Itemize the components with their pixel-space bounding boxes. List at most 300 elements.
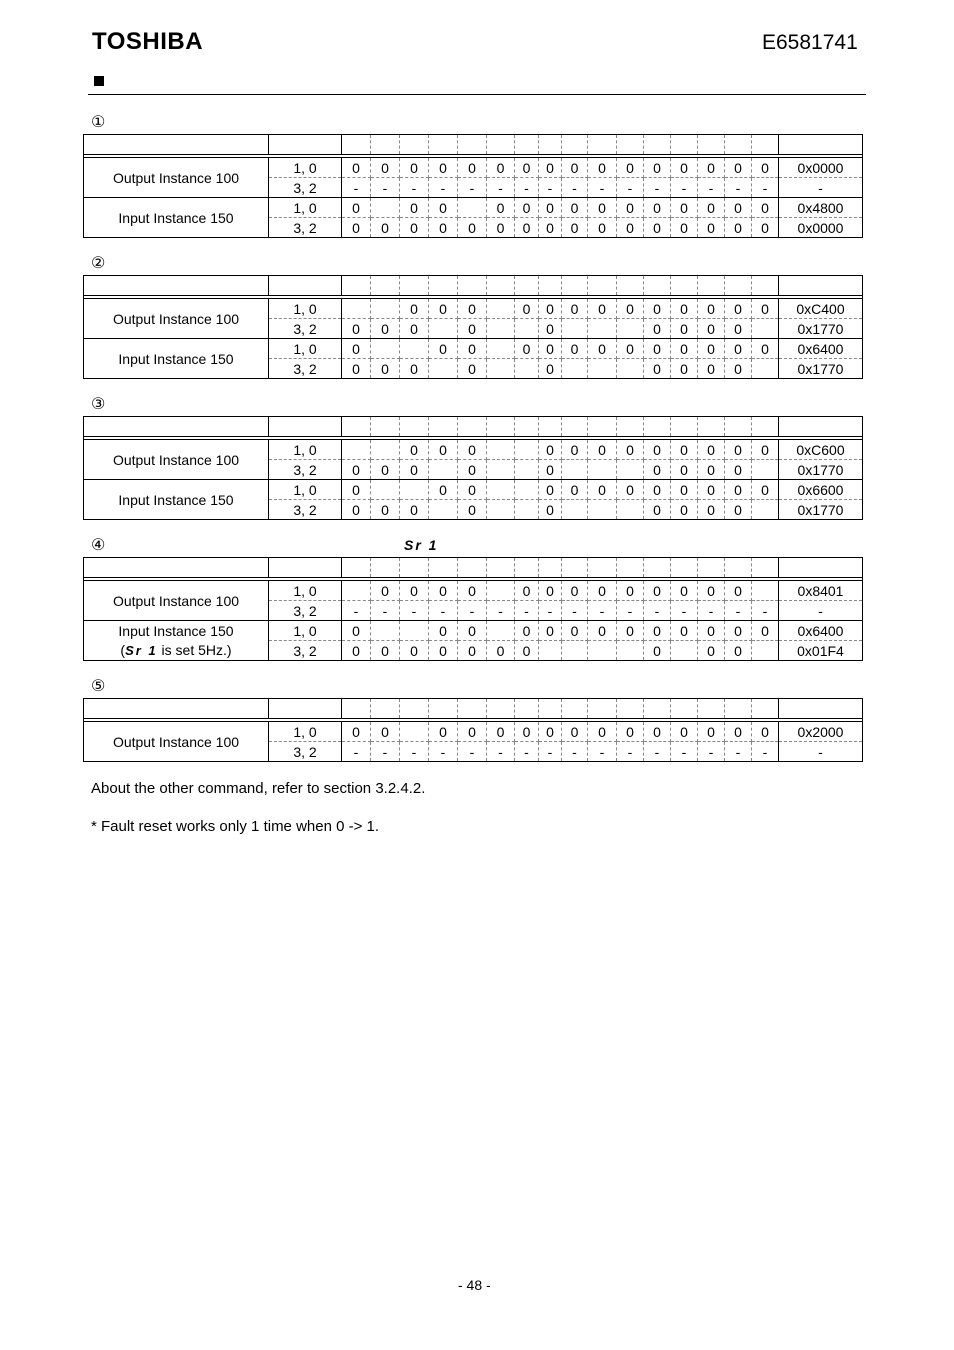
bit-cell: 0	[644, 440, 671, 460]
bit-cell	[588, 500, 617, 520]
bit-cell: 0	[539, 581, 562, 601]
bit-cell: -	[617, 742, 644, 762]
note-other-command: About the other command, refer to section 3.2.4.2.	[91, 780, 426, 797]
bit-cell: 0	[429, 198, 458, 218]
header-cell-register	[269, 276, 342, 296]
header-cell-bit	[539, 276, 562, 296]
bit-cell: 0	[562, 218, 588, 238]
bit-cell: -	[671, 742, 698, 762]
bit-cell: 0	[671, 339, 698, 359]
bit-cell: 0	[725, 198, 752, 218]
bit-cell: 0	[698, 621, 725, 641]
bit-cell: 0	[342, 460, 371, 480]
bit-cell: 0	[515, 299, 539, 319]
register-pair: 3, 2	[269, 178, 342, 198]
bit-cell: 0	[617, 339, 644, 359]
bit-cell: 0	[487, 218, 515, 238]
bit-cell: 0	[698, 581, 725, 601]
bit-cell: 0	[671, 581, 698, 601]
bit-cell	[562, 500, 588, 520]
bit-cell: 0	[371, 218, 400, 238]
bit-cell: 0	[617, 480, 644, 500]
header-cell-bit	[752, 135, 779, 155]
header-cell-bit	[725, 699, 752, 719]
bit-cell: -	[562, 742, 588, 762]
register-pair: 1, 0	[269, 621, 342, 641]
header-cell-name	[84, 417, 269, 437]
bit-cell: 0	[539, 460, 562, 480]
bit-cell	[487, 480, 515, 500]
header-cell-bit	[725, 417, 752, 437]
bit-cell	[458, 198, 487, 218]
bit-cell: -	[487, 601, 515, 621]
hex-value: 0x1770	[779, 500, 863, 520]
bit-cell: 0	[588, 218, 617, 238]
bit-cell	[487, 339, 515, 359]
bit-cell: -	[429, 742, 458, 762]
bit-cell: -	[371, 178, 400, 198]
bit-cell: 0	[371, 158, 400, 178]
bit-cell: 0	[698, 480, 725, 500]
header-cell-bit	[400, 417, 429, 437]
bit-cell: -	[429, 178, 458, 198]
instance-name: Output Instance 100	[84, 581, 269, 621]
header-cell-bit	[562, 558, 588, 578]
bit-cell: 0	[342, 480, 371, 500]
hex-value: 0xC400	[779, 299, 863, 319]
bit-cell: 0	[400, 641, 429, 661]
header-cell-name	[84, 699, 269, 719]
bit-cell	[487, 621, 515, 641]
bit-cell: 0	[725, 460, 752, 480]
header-cell-bit	[644, 135, 671, 155]
bit-cell: 0	[644, 319, 671, 339]
hex-value: 0x4800	[779, 198, 863, 218]
table-row	[84, 299, 863, 319]
header-cell-bit	[429, 417, 458, 437]
bit-table-5	[83, 698, 861, 762]
bit-cell: 0	[458, 460, 487, 480]
page-number: - 48 -	[458, 1277, 491, 1293]
header-cell-bit	[644, 417, 671, 437]
hex-value: 0x6600	[779, 480, 863, 500]
header-cell-bit	[400, 558, 429, 578]
header-cell-bit	[515, 699, 539, 719]
header-cell-bit	[371, 417, 400, 437]
bit-cell: 0	[539, 158, 562, 178]
bit-cell: -	[342, 601, 371, 621]
bit-cell	[342, 440, 371, 460]
bit-cell	[515, 440, 539, 460]
bit-cell: 0	[342, 621, 371, 641]
header-cell-bit	[371, 699, 400, 719]
bit-cell: 0	[515, 158, 539, 178]
bit-cell: 0	[644, 359, 671, 379]
bit-cell	[400, 621, 429, 641]
bit-cell: 0	[752, 621, 779, 641]
bit-cell: 0	[371, 641, 400, 661]
bit-table-2	[83, 275, 861, 379]
bit-cell: -	[725, 742, 752, 762]
bit-cell: 0	[588, 198, 617, 218]
bit-cell: 0	[671, 480, 698, 500]
bit-cell: 0	[644, 218, 671, 238]
bit-cell: 0	[698, 198, 725, 218]
section-marker-3: ③	[91, 396, 106, 413]
header-cell-bit	[588, 558, 617, 578]
register-pair: 1, 0	[269, 198, 342, 218]
bit-cell: 0	[562, 440, 588, 460]
hex-value: 0x2000	[779, 722, 863, 742]
bit-cell: 0	[539, 359, 562, 379]
bit-cell	[752, 500, 779, 520]
header-cell-bit	[371, 558, 400, 578]
header-cell-hex	[779, 558, 863, 578]
header-cell-bit	[617, 276, 644, 296]
bit-cell: -	[487, 178, 515, 198]
bit-cell: -	[539, 742, 562, 762]
bit-cell: -	[342, 742, 371, 762]
header-cell-bit	[342, 135, 371, 155]
header-cell-register	[269, 135, 342, 155]
bit-cell: 0	[671, 500, 698, 520]
header-cell-bit	[671, 558, 698, 578]
bit-cell: -	[371, 601, 400, 621]
bit-cell: -	[752, 178, 779, 198]
table-row	[84, 198, 863, 218]
bit-cell: 0	[429, 581, 458, 601]
bit-cell	[617, 359, 644, 379]
bit-cell	[515, 460, 539, 480]
bit-cell	[588, 641, 617, 661]
bit-cell: 0	[644, 480, 671, 500]
bit-cell: 0	[562, 198, 588, 218]
bit-cell: 0	[671, 198, 698, 218]
bit-cell: 0	[725, 581, 752, 601]
bit-cell	[400, 339, 429, 359]
bit-cell	[562, 641, 588, 661]
bit-cell: 0	[698, 319, 725, 339]
header-cell-bit	[617, 699, 644, 719]
bit-cell	[515, 319, 539, 339]
table-header-row	[84, 276, 863, 296]
bit-cell: -	[429, 601, 458, 621]
header-cell-bit	[458, 135, 487, 155]
bit-table-4	[83, 557, 861, 661]
header-cell-bit	[617, 558, 644, 578]
header-cell-bit	[562, 135, 588, 155]
bit-cell: -	[458, 178, 487, 198]
bit-cell: 0	[342, 500, 371, 520]
hex-value: 0x01F4	[779, 641, 863, 661]
header-cell-bit	[539, 558, 562, 578]
bit-cell: 0	[617, 621, 644, 641]
bit-cell	[371, 440, 400, 460]
bit-cell: 0	[515, 581, 539, 601]
bit-cell: 0	[671, 460, 698, 480]
bit-cell: -	[515, 601, 539, 621]
hex-value: 0x1770	[779, 319, 863, 339]
bit-cell	[617, 460, 644, 480]
register-pair: 1, 0	[269, 158, 342, 178]
bit-cell: 0	[371, 460, 400, 480]
bit-cell: 0	[725, 339, 752, 359]
instance-name	[84, 621, 269, 661]
header-cell-hex	[779, 276, 863, 296]
header-cell-hex	[779, 135, 863, 155]
bit-cell: 0	[342, 198, 371, 218]
bit-cell: -	[487, 742, 515, 762]
bit-cell: 0	[562, 158, 588, 178]
bit-cell: 0	[562, 722, 588, 742]
bit-cell: -	[725, 178, 752, 198]
header-cell-name	[84, 558, 269, 578]
bit-cell: 0	[400, 218, 429, 238]
bit-cell	[342, 581, 371, 601]
bit-cell: 0	[725, 480, 752, 500]
bit-cell: 0	[752, 339, 779, 359]
bit-cell: 0	[487, 641, 515, 661]
header-cell-bit	[671, 135, 698, 155]
header-cell-register	[269, 558, 342, 578]
table-row	[84, 722, 863, 742]
bit-cell: 0	[671, 359, 698, 379]
hex-value: 0x6400	[779, 339, 863, 359]
bit-cell: 0	[644, 621, 671, 641]
bit-cell	[371, 198, 400, 218]
bit-cell: -	[698, 178, 725, 198]
bit-cell: 0	[429, 480, 458, 500]
bit-cell: 0	[562, 621, 588, 641]
header-cell-bit	[671, 417, 698, 437]
bit-cell: 0	[617, 158, 644, 178]
bit-cell: -	[644, 742, 671, 762]
bit-cell: 0	[588, 621, 617, 641]
bit-cell: 0	[562, 339, 588, 359]
register-pair: 3, 2	[269, 319, 342, 339]
bit-cell: 0	[515, 621, 539, 641]
header-rule	[88, 94, 866, 95]
toshiba-logo: TOSHIBA	[92, 28, 204, 55]
bit-cell	[588, 460, 617, 480]
bit-cell: 0	[458, 158, 487, 178]
bit-cell: 0	[400, 359, 429, 379]
header-cell-bit	[371, 276, 400, 296]
table-header-row	[84, 699, 863, 719]
bit-cell: -	[539, 601, 562, 621]
table-header-row	[84, 135, 863, 155]
bit-cell	[752, 460, 779, 480]
header-cell-bit	[429, 558, 458, 578]
bit-cell: 0	[429, 299, 458, 319]
bit-cell: 0	[342, 339, 371, 359]
bit-cell: 0	[539, 500, 562, 520]
bit-cell	[429, 460, 458, 480]
instance-name: Output Instance 100	[84, 440, 269, 480]
header-cell-bit	[588, 699, 617, 719]
bit-cell: 0	[588, 581, 617, 601]
header-cell-bit	[752, 558, 779, 578]
bit-cell: -	[515, 178, 539, 198]
table-row	[84, 621, 863, 641]
header-cell-bit	[342, 558, 371, 578]
header-cell-hex	[779, 699, 863, 719]
register-pair: 3, 2	[269, 218, 342, 238]
header-cell-name	[84, 135, 269, 155]
bit-cell	[371, 339, 400, 359]
note-open-paren: (	[120, 641, 126, 658]
bit-cell: 0	[458, 299, 487, 319]
header-cell-bit	[539, 417, 562, 437]
hex-value: -	[779, 742, 863, 762]
bit-cell: 0	[487, 158, 515, 178]
bit-cell: 0	[400, 500, 429, 520]
header-cell-bit	[671, 276, 698, 296]
bit-cell: 0	[539, 440, 562, 460]
bit-cell: 0	[429, 621, 458, 641]
header-cell-bit	[725, 135, 752, 155]
bit-cell: 0	[458, 319, 487, 339]
note-text: is set 5Hz.)	[157, 641, 232, 658]
bit-cell: -	[725, 601, 752, 621]
bit-cell: 0	[644, 581, 671, 601]
header-cell-bit	[698, 417, 725, 437]
header-cell-bit	[487, 417, 515, 437]
bit-cell: -	[400, 178, 429, 198]
instance-name-note	[84, 641, 268, 660]
header-cell-bit	[588, 135, 617, 155]
header-cell-bit	[752, 699, 779, 719]
parameter-symbol: Sr 1	[404, 537, 439, 553]
bit-cell	[487, 460, 515, 480]
bit-cell	[588, 319, 617, 339]
bit-cell: 0	[562, 581, 588, 601]
bit-cell: 0	[752, 722, 779, 742]
header-cell-bit	[487, 276, 515, 296]
bit-cell: 0	[400, 198, 429, 218]
note-param-symbol: Sr 1	[125, 642, 158, 658]
bit-cell	[671, 641, 698, 661]
bit-cell: 0	[371, 500, 400, 520]
bit-cell: -	[400, 742, 429, 762]
bit-cell: -	[562, 601, 588, 621]
bit-cell: 0	[698, 218, 725, 238]
header-cell-register	[269, 417, 342, 437]
header-cell-bit	[752, 276, 779, 296]
bit-cell: 0	[698, 722, 725, 742]
bit-cell: 0	[458, 480, 487, 500]
bit-cell: 0	[515, 722, 539, 742]
header-cell-bit	[429, 276, 458, 296]
header-cell-hex	[779, 417, 863, 437]
header-cell-bit	[400, 699, 429, 719]
bit-cell: 0	[725, 722, 752, 742]
bit-cell: 0	[458, 722, 487, 742]
hex-value: 0x6400	[779, 621, 863, 641]
bit-cell	[487, 440, 515, 460]
bit-cell: 0	[588, 722, 617, 742]
header-cell-bit	[644, 558, 671, 578]
header-cell-register	[269, 699, 342, 719]
table-header-row	[84, 417, 863, 437]
bit-cell: 0	[671, 440, 698, 460]
header-cell-bit	[725, 276, 752, 296]
bit-cell: 0	[644, 460, 671, 480]
bit-cell: 0	[429, 218, 458, 238]
bit-cell: 0	[644, 158, 671, 178]
section-marker-2: ②	[91, 255, 106, 272]
bit-cell	[429, 500, 458, 520]
bit-cell: 0	[671, 319, 698, 339]
bit-cell: 0	[617, 198, 644, 218]
bit-cell: 0	[752, 198, 779, 218]
bit-cell: 0	[725, 158, 752, 178]
hex-value: 0xC600	[779, 440, 863, 460]
bit-cell: 0	[515, 198, 539, 218]
register-pair: 1, 0	[269, 339, 342, 359]
bit-cell	[400, 480, 429, 500]
bit-cell	[562, 460, 588, 480]
bit-cell: 0	[539, 198, 562, 218]
bit-cell: 0	[539, 218, 562, 238]
header-cell-bit	[515, 135, 539, 155]
bit-cell: 0	[400, 581, 429, 601]
bit-cell: 0	[429, 440, 458, 460]
bit-table-3	[83, 416, 861, 520]
bit-cell	[429, 359, 458, 379]
bit-cell	[371, 621, 400, 641]
register-pair: 3, 2	[269, 500, 342, 520]
bit-cell: 0	[671, 158, 698, 178]
bit-cell: 0	[725, 359, 752, 379]
instance-name: Output Instance 100	[84, 722, 269, 762]
header-cell-bit	[671, 699, 698, 719]
bit-cell: 0	[429, 722, 458, 742]
bit-cell: 0	[617, 218, 644, 238]
header-cell-bit	[400, 276, 429, 296]
bit-cell: 0	[725, 218, 752, 238]
register-pair: 3, 2	[269, 641, 342, 661]
register-pair: 3, 2	[269, 460, 342, 480]
bit-cell: -	[539, 178, 562, 198]
bit-cell	[371, 480, 400, 500]
header-cell-bit	[588, 276, 617, 296]
bit-cell: 0	[458, 641, 487, 661]
bit-cell: 0	[698, 359, 725, 379]
bit-cell: 0	[698, 299, 725, 319]
bit-cell: 0	[725, 500, 752, 520]
bit-cell: 0	[752, 218, 779, 238]
bit-cell: 0	[752, 480, 779, 500]
bit-cell: -	[588, 601, 617, 621]
header-cell-bit	[698, 699, 725, 719]
bit-cell: 0	[698, 339, 725, 359]
hex-value: -	[779, 178, 863, 198]
bit-cell	[539, 641, 562, 661]
bit-cell	[487, 299, 515, 319]
bit-cell	[371, 299, 400, 319]
instance-name: Input Instance 150	[84, 480, 269, 520]
bit-cell: 0	[698, 641, 725, 661]
register-pair: 1, 0	[269, 299, 342, 319]
header-cell-bit	[698, 135, 725, 155]
bit-cell: 0	[671, 299, 698, 319]
header-cell-bit	[644, 699, 671, 719]
register-pair: 1, 0	[269, 440, 342, 460]
bit-cell: 0	[342, 319, 371, 339]
bit-cell: -	[617, 601, 644, 621]
bit-cell	[617, 641, 644, 661]
